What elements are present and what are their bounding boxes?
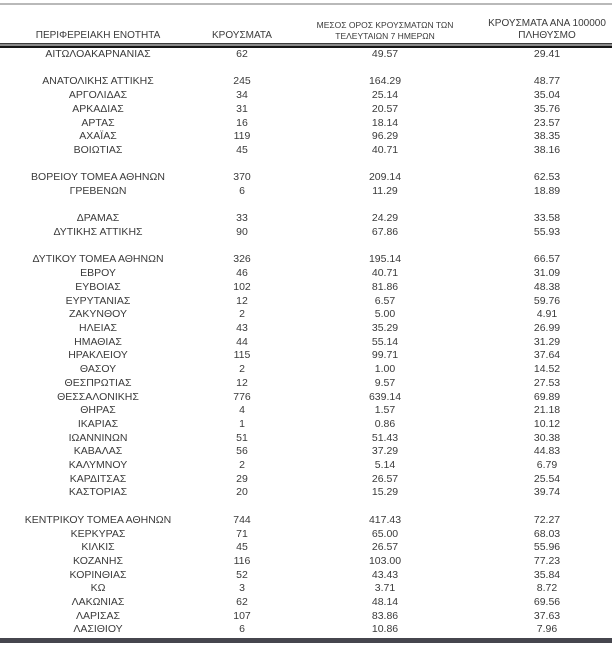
cases-cell: 51 [236, 431, 248, 444]
cases-cell: 45 [236, 541, 248, 554]
avg7-cell: 67.86 [371, 226, 399, 239]
avg7-cell: 6.57 [374, 294, 396, 307]
table-row [0, 48, 612, 62]
cases-cell: 43 [236, 322, 248, 334]
region-cell: ΚΑΡΔΙΤΣΑΣ [69, 472, 127, 485]
per100k-cell: 14.52 [533, 363, 561, 376]
region-cell: ΙΚΑΡΙΑΣ [77, 417, 119, 430]
avg7-cell: 11.29 [372, 185, 398, 197]
blank-cell [0, 199, 612, 213]
table-row [0, 514, 612, 528]
region-cell: ΚΟΡΙΝΘΙΑΣ [69, 568, 127, 581]
per100k-cell: 10.12 [533, 417, 561, 430]
avg7-cell: 1.00 [374, 363, 396, 376]
cases-cell: 46 [236, 267, 248, 280]
avg7-cell: 25.14 [371, 89, 399, 102]
column-header-label: ΜΕΣΟΣ ΟΡΟΣ ΚΡΟΥΣΜΑΤΩΝ ΤΩΝ [316, 20, 454, 30]
cases-cell: 102 [233, 280, 251, 293]
per100k-cell: 72.27 [533, 513, 561, 526]
region-cell: ΛΑΡΙΣΑΣ [76, 609, 120, 622]
region-cell: ΘΑΣΟΥ [79, 363, 117, 376]
avg7-cell: 9.57 [374, 376, 396, 389]
blank-row [0, 158, 612, 172]
region-cell: ΚΕΡΚΥΡΑΣ [70, 527, 126, 540]
per100k-cell: 38.35 [533, 130, 561, 143]
cases-cell: 370 [233, 171, 251, 184]
region-cell: ΗΡΑΚΛΕΙΟΥ [68, 349, 128, 362]
per100k-cell: 69.89 [533, 390, 561, 403]
per100k-cell: 35.76 [533, 102, 561, 115]
per100k-cell: 31.09 [533, 267, 561, 280]
region-cell: ΛΑΣΙΘΙΟΥ [73, 623, 123, 636]
avg7-cell: 103.00 [368, 554, 402, 567]
region-cell: ΑΝΑΤΟΛΙΚΗΣ ΑΤΤΙΚΗΣ [42, 75, 154, 88]
avg7-cell: 1.57 [374, 404, 396, 417]
avg7-cell: 43.43 [371, 568, 399, 581]
region-cell: ΔΥΤΙΚΟΥ ΤΟΜΕΑ ΑΘΗΝΩΝ [32, 253, 164, 266]
cases-cell: 119 [233, 130, 251, 143]
cases-cell: 776 [233, 390, 251, 403]
avg7-cell: 51.43 [371, 431, 399, 444]
per100k-cell: 39.74 [533, 486, 561, 499]
table-row [0, 89, 612, 103]
cases-cell: 245 [233, 75, 251, 88]
table-row [0, 295, 612, 309]
cases-cell: 29 [236, 472, 248, 485]
cases-cell: 20 [236, 486, 248, 499]
per100k-cell: 29.41 [533, 48, 561, 60]
avg7-cell: 26.57 [371, 541, 399, 554]
avg7-cell: 65.00 [371, 527, 399, 540]
per100k-cell: 8.72 [536, 582, 558, 595]
cases-cell: 326 [233, 253, 251, 266]
table-row [0, 377, 612, 391]
per100k-cell: 35.04 [533, 89, 561, 102]
table-row [0, 144, 612, 158]
blank-row [0, 62, 612, 76]
region-cell: ΘΕΣΣΑΛΟΝΙΚΗΣ [57, 390, 139, 403]
avg7-cell: 55.14 [371, 335, 399, 348]
cases-cell: 31 [236, 102, 248, 115]
region-cell: ΘΗΡΑΣ [80, 404, 116, 417]
cases-cell: 62 [236, 596, 248, 609]
per100k-cell: 30.38 [533, 431, 561, 444]
per100k-cell: 4.91 [536, 308, 558, 321]
avg7-cell: 209.14 [368, 171, 402, 184]
cases-cell: 45 [236, 143, 248, 156]
header-row [0, 5, 612, 44]
cases-cell: 33 [236, 212, 248, 225]
table-row [0, 569, 612, 583]
avg7-cell: 5.00 [374, 308, 396, 321]
cases-cell: 71 [236, 527, 248, 540]
per100k-cell: 59.76 [533, 294, 561, 307]
per100k-cell: 55.96 [533, 541, 561, 554]
region-cell: ΚΙΛΚΙΣ [81, 541, 115, 554]
region-cell: ΒΟΡΕΙΟΥ ΤΟΜΕΑ ΑΘΗΝΩΝ [31, 171, 165, 184]
cases-cell: 4 [239, 404, 245, 417]
region-cell: ΚΩ [90, 582, 106, 595]
table-row [0, 623, 612, 637]
table-row [0, 404, 612, 418]
avg7-cell: 49.57 [371, 48, 399, 60]
blank-row [0, 240, 612, 254]
avg7-cell: 40.71 [371, 267, 399, 280]
avg7-cell: 0.86 [374, 417, 396, 430]
cases-cell: 90 [236, 226, 248, 239]
region-cell: ΑΧΑΪΑΣ [79, 130, 117, 143]
avg7-cell: 164.29 [368, 75, 402, 88]
table-row [0, 610, 612, 624]
table-row [0, 226, 612, 240]
table-row [0, 541, 612, 555]
table-row [0, 336, 612, 350]
avg7-cell: 83.86 [371, 609, 399, 622]
cases-cell: 2 [239, 308, 245, 321]
table-row [0, 528, 612, 542]
blank-cell [0, 500, 612, 514]
table-row [0, 363, 612, 377]
per100k-cell: 7.96 [536, 623, 558, 636]
table-row [0, 459, 612, 473]
cases-cell: 12 [236, 294, 248, 307]
per100k-cell: 69.56 [533, 596, 561, 609]
per100k-cell: 68.03 [533, 527, 561, 540]
table-row [0, 253, 612, 267]
avg7-cell: 81.86 [371, 280, 399, 293]
region-cell: ΑΡΚΑΔΙΑΣ [72, 102, 124, 115]
table-row [0, 281, 612, 295]
per100k-cell: 37.64 [533, 349, 561, 362]
table-row [0, 582, 612, 596]
region-cell: ΑΡΓΟΛΙΔΑΣ [68, 89, 128, 102]
cases-cell: 116 [233, 554, 251, 567]
region-cell: ΔΥΤΙΚΗΣ ΑΤΤΙΚΗΣ [53, 226, 143, 239]
region-cell: ΖΑΚΥΝΘΟΥ [68, 308, 127, 321]
table-row [0, 555, 612, 569]
per100k-cell: 27.53 [533, 376, 561, 389]
cases-cell: 115 [233, 349, 251, 362]
per100k-cell: 21.18 [533, 404, 561, 417]
table-row [0, 596, 612, 610]
per100k-cell: 66.57 [533, 253, 561, 266]
table-row [0, 418, 612, 432]
avg7-cell: 10.86 [371, 623, 399, 636]
avg7-cell: 5.14 [374, 459, 396, 472]
cases-cell: 3 [239, 582, 245, 595]
cases-cell: 2 [239, 459, 245, 472]
region-cell: ΚΕΝΤΡΙΚΟΥ ΤΟΜΕΑ ΑΘΗΝΩΝ [24, 513, 172, 526]
region-cell: ΒΟΙΩΤΙΑΣ [73, 143, 123, 156]
blank-row [0, 199, 612, 213]
table-row [0, 103, 612, 117]
cases-table [0, 5, 612, 637]
cases-cell: 107 [233, 609, 251, 622]
cases-cell: 16 [236, 116, 248, 129]
per100k-cell: 38.16 [533, 143, 561, 156]
table-row [0, 185, 612, 199]
region-cell: ΚΑΛΥΜΝΟΥ [68, 459, 128, 472]
per100k-cell: 26.99 [533, 322, 561, 334]
avg7-cell: 18.14 [371, 116, 399, 129]
table-row [0, 432, 612, 446]
cases-cell: 44 [236, 335, 248, 348]
avg7-cell: 195.14 [368, 253, 402, 266]
table-row [0, 212, 612, 226]
per100k-cell: 23.57 [533, 116, 561, 129]
table-row [0, 130, 612, 144]
region-cell: ΗΜΑΘΙΑΣ [74, 335, 122, 348]
blank-cell [0, 158, 612, 172]
region-cell: ΕΥΡΥΤΑΝΙΑΣ [65, 294, 131, 307]
avg7-cell: 3.71 [374, 582, 396, 595]
avg7-cell: 639.14 [368, 390, 402, 403]
avg7-cell: 26.57 [371, 472, 399, 485]
avg7-cell: 35.29 [371, 322, 399, 334]
avg7-cell: 20.57 [371, 102, 399, 115]
region-cell: ΑΙΤΩΛΟΑΚΑΡΝΑΝΙΑΣ [45, 48, 151, 60]
avg7-cell: 15.29 [371, 486, 399, 499]
table-row [0, 445, 612, 459]
table-row [0, 349, 612, 363]
per100k-cell: 48.77 [533, 75, 561, 88]
region-cell: ΚΟΖΑΝΗΣ [73, 554, 123, 567]
cases-cell: 62 [236, 48, 248, 60]
cases-cell: 52 [236, 568, 248, 581]
table-row [0, 322, 612, 336]
column-header-label: ΠΕΡΙΦΕΡΕΙΑΚΗ ΕΝΟΤΗΤΑ [35, 29, 161, 41]
table-row [0, 391, 612, 405]
per100k-cell: 44.83 [533, 445, 561, 458]
region-cell: ΙΩΑΝΝΙΝΩΝ [68, 431, 128, 444]
bottom-rule [0, 638, 612, 643]
per100k-cell: 31.29 [533, 335, 561, 348]
avg7-cell: 96.29 [371, 130, 399, 143]
column-header-per100k [482, 5, 612, 44]
per100k-cell: 48.38 [533, 280, 561, 293]
column-header-label: ΚΡΟΥΣΜΑΤΑ [212, 29, 272, 41]
blank-row [0, 500, 612, 514]
cases-cell: 2 [239, 363, 245, 376]
table-body [0, 44, 612, 638]
column-header-label: ΤΕΛΕΥΤΑΙΩΝ 7 ΗΜΕΡΩΝ [335, 30, 435, 41]
avg7-cell: 24.29 [371, 212, 399, 225]
cases-cell: 1 [239, 417, 245, 430]
column-header-cases [196, 5, 288, 44]
table-row [0, 117, 612, 131]
region-cell: ΑΡΤΑΣ [81, 116, 115, 129]
region-cell: ΘΕΣΠΡΩΤΙΑΣ [64, 376, 132, 389]
cases-cell: 12 [236, 376, 248, 389]
table-row [0, 267, 612, 281]
avg7-cell: 417.43 [368, 513, 402, 526]
table-row [0, 171, 612, 185]
per100k-cell: 18.89 [533, 185, 561, 197]
region-cell: ΗΛΕΙΑΣ [78, 322, 117, 334]
cases-cell: 34 [236, 89, 248, 102]
per100k-cell: 25.54 [533, 472, 561, 485]
region-cell: ΕΥΒΟΙΑΣ [75, 280, 121, 293]
region-cell: ΕΒΡΟΥ [80, 267, 116, 280]
cases-cell: 56 [236, 445, 248, 458]
per100k-cell: 6.79 [536, 459, 558, 472]
cases-cell: 6 [239, 185, 245, 197]
column-header-label: ΚΡΟΥΣΜΑΤΑ ΑΝΑ 100000 [488, 18, 606, 29]
per100k-cell: 62.53 [533, 171, 561, 184]
column-header-region [0, 5, 196, 44]
per100k-cell: 33.58 [533, 212, 561, 225]
region-cell: ΛΑΚΩΝΙΑΣ [71, 596, 125, 609]
per100k-cell: 37.63 [533, 609, 561, 622]
region-cell: ΚΑΒΑΛΑΣ [73, 445, 123, 458]
blank-cell [0, 62, 612, 76]
table-row [0, 486, 612, 500]
table-row [0, 308, 612, 322]
avg7-cell: 48.14 [371, 596, 399, 609]
region-cell: ΔΡΑΜΑΣ [76, 212, 120, 225]
per100k-cell: 35.84 [533, 568, 561, 581]
table-row [0, 75, 612, 89]
avg7-cell: 40.71 [371, 143, 399, 156]
cases-cell: 744 [233, 513, 251, 526]
avg7-cell: 99.71 [371, 349, 399, 362]
blank-cell [0, 240, 612, 254]
column-header-avg7 [288, 5, 482, 44]
region-cell: ΚΑΣΤΟΡΙΑΣ [68, 486, 128, 499]
region-cell: ΓΡΕΒΕΝΩΝ [69, 185, 127, 197]
avg7-cell: 37.29 [371, 445, 399, 458]
per100k-cell: 77.23 [533, 554, 561, 567]
per100k-cell: 55.93 [533, 226, 561, 239]
table-row [0, 473, 612, 487]
cases-cell: 6 [239, 623, 245, 636]
column-header-label: ΠΛΗΘΥΣΜΟ [518, 29, 576, 41]
